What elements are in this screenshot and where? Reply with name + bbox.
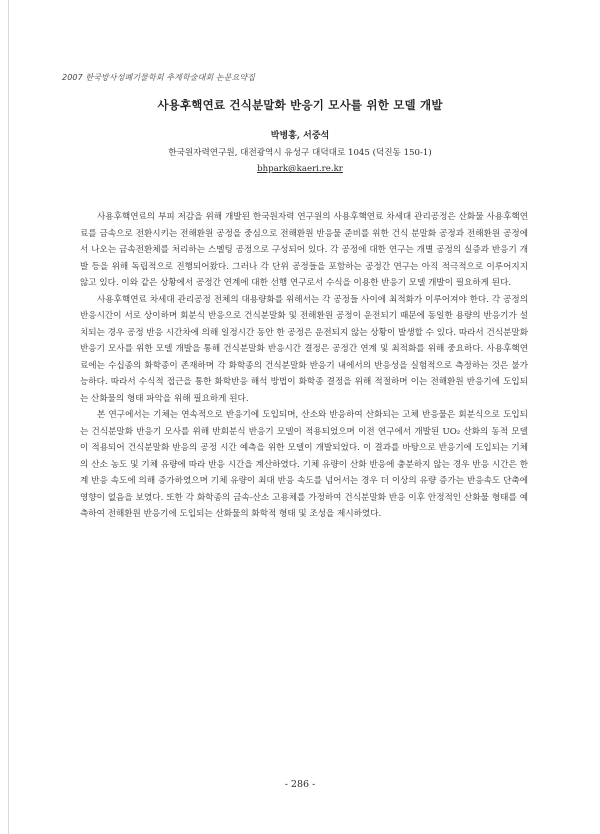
author-email <box>0 164 600 174</box>
paper-affiliation: 한국원자력연구원, 대전광역시 유성구 대덕대로 1045 (덕진동 150-1) <box>168 148 432 158</box>
body-paragraph-1: 사용후핵연료의 부피 저감을 위해 개발된 한국원자력 연구원의 사용후핵연료 차세대 관리공정은 산화물 사용후핵연료를 금속으로 전환시키는 전해환원 공정을 중심으로 전해환원 반응물 준비를 위한 건식 분말화 공정과 전해환원 공정에서 나오는 금속전환체를 처리하는 스멜팅 공정으로 구성되어 있다. 각 공정에 대한 연구는 개별 공정의 실증과 반응기 개발 등을 위해 독립적으로 진행되어왔다. 그러나 각 단위 공정들을 포함하는 공정간 연구는 아직 적극적으로 이루어지지 않고 있다. 이와 같은 상황에서 공정간 연계에 대한 선행 연구로서 수식을 이용한 반응기 모델 개발이 필요하게 된다. <box>80 212 528 288</box>
paper-title: 사용후핵연료 건식분말화 반응기 모사를 위한 모델 개발 <box>157 98 443 112</box>
paper-authors: 박병흥, 서중석 <box>270 131 330 141</box>
page-number: - 286 - <box>284 779 316 790</box>
body-paragraph-3: 본 연구에서는 기체는 연속적으로 반응기에 도입되며, 산소와 반응하여 산화되는 고체 반응물은 회분식으로 도입되는 건식분말화 반응기 모사를 위해 반회분식 반응기 모델이 적용되었으며 이전 연구에서 개발된 UO₂ 산화의 동적 모델이 적용되어 건식분말화 반응의 공정 시간 예측을 위한 모델이 개발되었다. 이 결과를 바탕으로 반응기에 도입되는 기체의 산소 농도 및 기체 유량에 따라 반응 시간을 계산하였다. 기체 유량이 산화 반응에 충분하지 않는 경우 반응 시간은 한계 반응 속도에 의해 증가하였으며 기체 유량이 최대 반응 속도를 넘어서는 경우 더 이상의 유량 증가는 반응속도 단축에 영향이 없음을 보였다. 또한 각 화학종의 금속-산소 고용체를 가정하여 건식분말화 반응 이후 안정적인 산화물 형태를 예측하여 전해환원 반응기에 도입되는 산화물의 화학적 형태 및 조성을 제시하였다. <box>80 410 528 519</box>
email-link[interactable]: bhpark@kaeri.re.kr <box>257 164 343 174</box>
body-paragraph-2: 사용후핵연료 차세대 관리공정 전체의 대용량화를 위해서는 각 공정들 사이에 최적화가 이루어져야 한다. 각 공정의 반응시간이 서로 상이하며 회분식 반응으로 건식분말화 및 전해환원 공정이 운전되기 때문에 동일한 용량의 반응기가 설치되는 경우 공정 반응 시간차에 의해 일정시간 동안 한 공정은 운전되지 않는 상황이 발생할 수 있다. 따라서 건식분말화 반응기 모사를 위한 모델 개발을 통해 건식분말화 반응시간 결정은 공정간 연계 및 최적화를 위해 중요하다. 사용후핵연료에는 수십종의 화학종이 존재하며 각 화학종의 건식분말화 반응기 내에서의 반응성을 실험적으로 측정하는 것은 불가능하다. 따라서 수식적 접근을 통한 화학반응 해석 방법이 화학종 결정을 위해 적절하며 이는 전해환원 반응기에 도입되는 산화물의 형태 파악을 위해 필요하게 된다. <box>80 294 528 404</box>
conference-header: 2007 한국방사성폐기물학회 추계학술대회 논문요약집 <box>62 73 256 82</box>
abstract-body <box>80 209 528 523</box>
page-edge-shadow <box>8 0 9 834</box>
